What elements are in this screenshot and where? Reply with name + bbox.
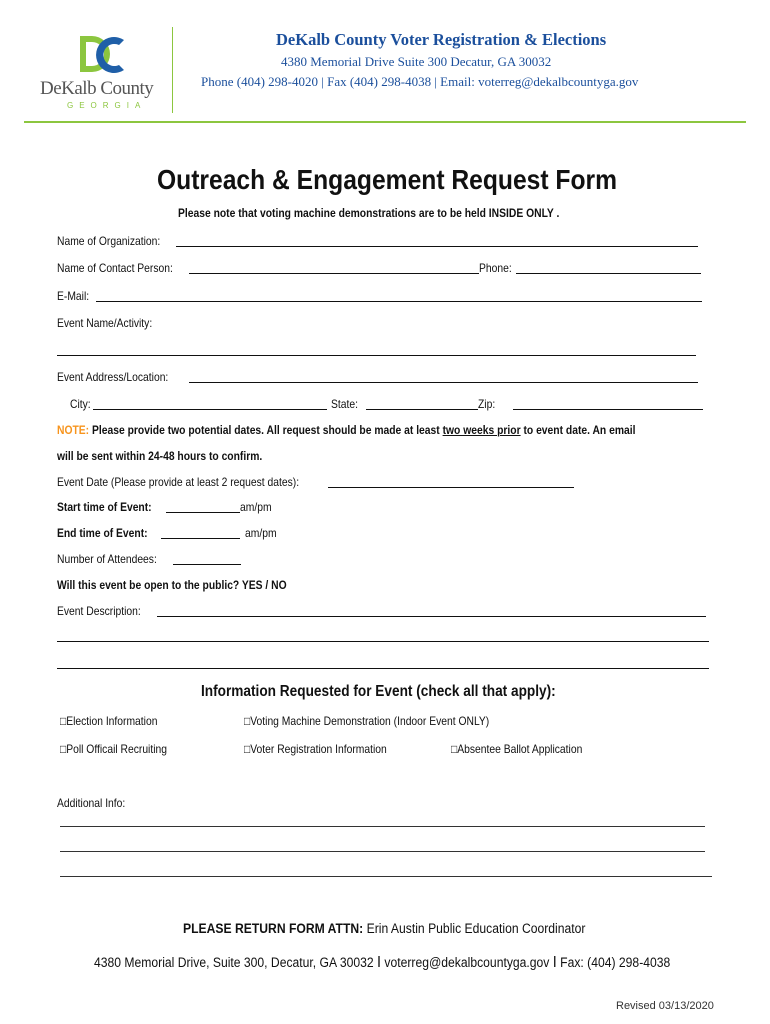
header-divider — [172, 27, 173, 113]
checkbox-voting-machine-demo[interactable]: □Voting Machine Demonstration (Indoor Event ONLY) — [244, 714, 490, 728]
form-subtitle: Please note that voting machine demonstrations are to be held INSIDE ONLY . — [178, 206, 560, 220]
description-input-1[interactable] — [157, 616, 706, 617]
footer-email: voterreg@dekalbcountyga.gov — [384, 955, 550, 970]
checkbox-absentee-ballot[interactable]: □Absentee Ballot Application — [451, 742, 583, 756]
return-line — [183, 921, 585, 936]
footer-separator-2: I — [552, 954, 557, 971]
attendees-label: Number of Attendees: — [57, 552, 157, 566]
zip-input[interactable] — [513, 409, 703, 410]
additional-info-input-3[interactable] — [60, 876, 712, 877]
footer-separator-1: I — [376, 954, 382, 971]
phone-input[interactable] — [516, 273, 701, 274]
event-date-input[interactable] — [328, 487, 574, 488]
return-label: PLEASE RETURN FORM ATTN: — [183, 921, 364, 936]
header-rule — [24, 121, 746, 123]
description-input-2[interactable] — [57, 641, 709, 642]
state-label: State: — [331, 397, 358, 411]
start-ampm: am/pm — [240, 500, 272, 514]
organization-label: Name of Organization: — [57, 234, 161, 248]
form-title: Outreach & Engagement Request Form — [157, 164, 618, 195]
note-text-a: Please provide two potential dates. All request should be made at least — [91, 423, 443, 437]
note-underlined: two weeks prior — [442, 423, 521, 437]
zip-label: Zip: — [478, 397, 496, 411]
city-input[interactable] — [93, 409, 327, 410]
city-label: City: — [70, 397, 91, 411]
return-name: Erin Austin Public Education Coordinator — [366, 921, 586, 936]
description-input-3[interactable] — [57, 668, 709, 669]
note-line-2: will be sent within 24-48 hours to confirm. — [57, 449, 263, 463]
organization-input[interactable] — [176, 246, 698, 247]
end-time-input[interactable] — [161, 538, 240, 539]
note-label: NOTE: — [57, 423, 90, 437]
additional-info-label: Additional Info: — [57, 796, 126, 810]
checkbox-voter-registration-info[interactable]: □Voter Registration Information — [244, 742, 387, 756]
additional-info-input-1[interactable] — [60, 826, 705, 827]
info-heading: Information Requested for Event (check all that apply): — [201, 683, 556, 700]
logo-subtext: GEORGIA — [67, 101, 147, 110]
note-line-1 — [57, 423, 635, 437]
event-address-input[interactable] — [189, 382, 698, 383]
checkbox-poll-official-recruiting[interactable]: □Poll Officail Recruiting — [60, 742, 167, 756]
public-question: Will this event be open to the public? YES / NO — [57, 578, 287, 592]
phone-label: Phone: — [479, 261, 512, 275]
checkbox-election-info[interactable]: □Election Information — [60, 714, 158, 728]
footer-fax: Fax: (404) 298-4038 — [560, 955, 671, 970]
start-time-label: Start time of Event: — [57, 500, 152, 514]
footer-contact-line — [94, 954, 670, 972]
revised-date: Revised 03/13/2020 — [616, 1000, 714, 1012]
org-title: DeKalb County Voter Registration & Elections — [276, 30, 607, 49]
email-input[interactable] — [96, 301, 702, 302]
note-text-b: to event date. An email — [520, 423, 636, 437]
description-label: Event Description: — [57, 604, 141, 618]
email-label: E-Mail: — [57, 289, 90, 303]
end-time-label: End time of Event: — [57, 526, 148, 540]
footer-address: 4380 Memorial Drive, Suite 300, Decatur, GA 30032 — [94, 955, 374, 970]
additional-info-input-2[interactable] — [60, 851, 705, 852]
dc-logo-icon — [78, 34, 130, 76]
attendees-input[interactable] — [173, 564, 241, 565]
event-name-label: Event Name/Activity: — [57, 316, 153, 330]
contact-person-input[interactable] — [189, 273, 479, 274]
contact-person-label: Name of Contact Person: — [57, 261, 173, 275]
logo-text: DeKalb County — [40, 78, 154, 99]
org-address: 4380 Memorial Drive Suite 300 Decatur, GA 30032 — [281, 54, 552, 69]
event-date-label: Event Date (Please provide at least 2 request dates): — [57, 475, 300, 489]
org-contact: Phone (404) 298-4020 | Fax (404) 298-4038 | Email: voterreg@dekalbcountyga.gov — [201, 74, 639, 89]
state-input[interactable] — [366, 409, 478, 410]
dc-logo — [78, 34, 130, 76]
event-address-label: Event Address/Location: — [57, 370, 169, 384]
end-ampm: am/pm — [245, 526, 277, 540]
start-time-input[interactable] — [166, 512, 240, 513]
event-name-input[interactable] — [57, 355, 696, 356]
